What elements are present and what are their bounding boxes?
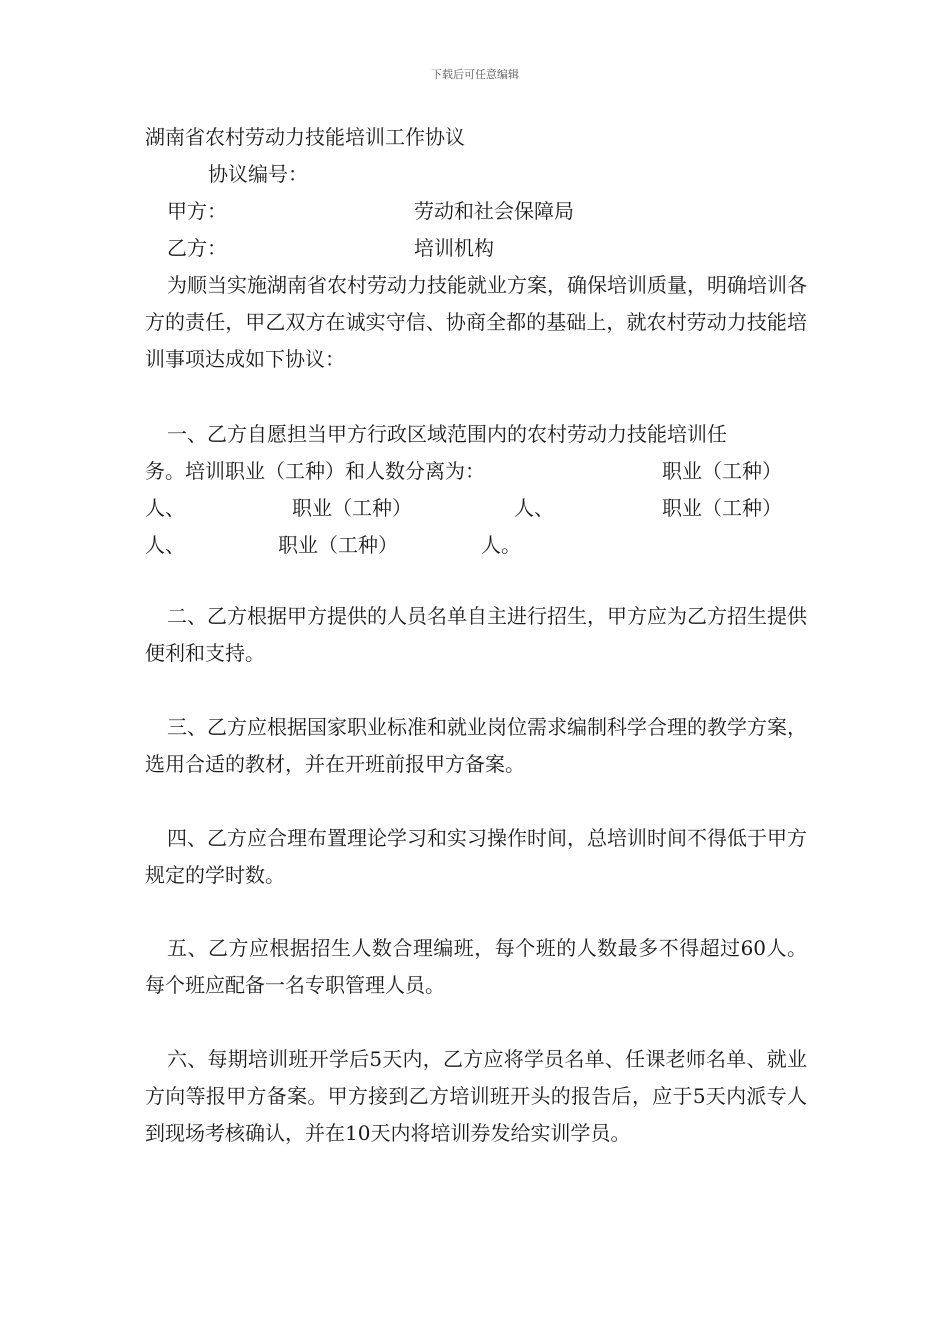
clause1-line3a: 人、 (145, 496, 185, 520)
clause1-line3d: 职业（工种） (662, 496, 782, 520)
intro-paragraph: 为顺当实施湖南省农村劳动力技能就业方案，确保培训质量，明确培训各方的责任，甲乙双方在诚实守信、协商全都的基础上，就农村劳动力技能培训事项达成如下协议： (145, 273, 807, 371)
clause1-line4b: 职业（工种） (278, 533, 398, 557)
clause6-paragraph: 六、每期培训班开学后5天内，乙方应将学员名单、任课老师名单、就业方向等报甲方备案。甲方接到乙方培训班开头的报告后，应于5天内派专人到现场考核确认，并在10天内将培训券发给实训学员。 (145, 1047, 807, 1145)
clause1-line4c: 人。 (481, 533, 521, 557)
clause1-line1: 一、乙方自愿担当甲方行政区域范围内的农村劳动力技能培训任 (167, 422, 727, 446)
party-a-value: 劳动和社会保障局 (414, 199, 574, 223)
document-title: 湖南省农村劳动力技能培训工作协议 (145, 125, 465, 149)
clause5-paragraph: 五、乙方应根据招生人数合理编班，每个班的人数最多不得超过60人。每个班应配备一名专职管理人员。 (145, 936, 807, 997)
clause2-paragraph: 二、乙方根据甲方提供的人员名单自主进行招生，甲方应为乙方招生提供便利和支持。 (145, 604, 807, 665)
clause1-line3c: 人、 (514, 496, 554, 520)
party-a-label: 甲方： (167, 199, 227, 223)
clause1-line2a: 务。培训职业（工种）和人数分离为： (145, 459, 485, 483)
agreement-number-label: 协议编号： (208, 162, 308, 186)
clause1-line3b: 职业（工种） (292, 496, 412, 520)
clause1-line2b: 职业（工种） (662, 459, 782, 483)
party-b-value: 培训机构 (414, 236, 494, 260)
page-header: 下载后可任意编辑 (431, 68, 519, 81)
party-b-label: 乙方： (167, 236, 227, 260)
clause1-line4a: 人、 (145, 533, 185, 557)
clause4-paragraph: 四、乙方应合理布置理论学习和实习操作时间，总培训时间不得低于甲方规定的学时数。 (145, 826, 807, 887)
clause3-paragraph: 三、乙方应根据国家职业标准和就业岗位需求编制科学合理的教学方案，选用合适的教材，并在开班前报甲方备案。 (145, 715, 807, 776)
